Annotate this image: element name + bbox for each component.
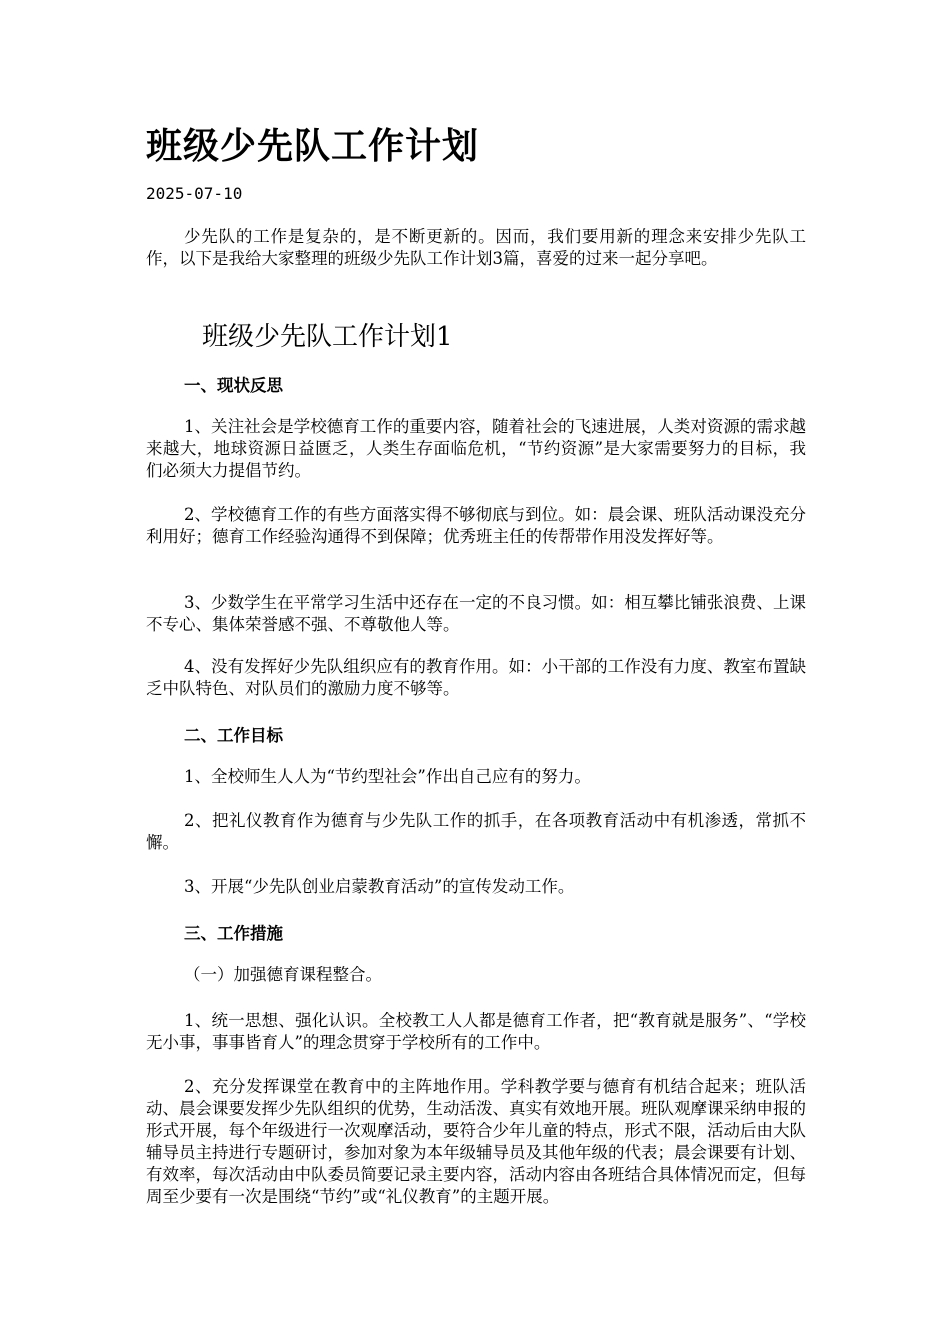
- paragraph: 2、把礼仪教育作为德育与少先队工作的抓手，在各项教育活动中有机渗透，常抓不懈。: [146, 811, 806, 852]
- paragraph: 1、全校师生人人为“节约型社会”作出自己应有的努力。: [184, 767, 591, 786]
- section-title: 班级少先队工作计划1: [202, 322, 453, 352]
- paragraph: 2、学校德育工作的有些方面落实得不够彻底与到位。如：晨会课、班队活动课没充分利用好；德育工作经验沟通得不到保障；优秀班主任的传帮带作用没发挥好等。: [146, 505, 806, 546]
- intro-paragraph: 少先队的工作是复杂的，是不断更新的。因而，我们要用新的理念来安排少先队工作，以下是我给大家整理的班级少先队工作计划3篇，喜爱的过来一起分享吧。: [146, 227, 806, 268]
- paragraph: （一）加强德育课程整合。: [184, 965, 382, 984]
- paragraph: 1、关注社会是学校德育工作的重要内容，随着社会的飞速进展，人类对资源的需求越来越大，地球资源日益匮乏，人类生存面临危机，“节约资源”是大家需要努力的目标，我们必须大力提倡节约。: [146, 417, 806, 480]
- heading-status-reflection: 一、现状反思: [184, 376, 283, 395]
- paragraph: 3、少数学生在平常学习生活中还存在一定的不良习惯。如：相互攀比铺张浪费、上课不专心、集体荣誉感不强、不尊敬他人等。: [146, 593, 806, 634]
- paragraph: 4、没有发挥好少先队组织应有的教育作用。如：小干部的工作没有力度、教室布置缺乏中队特色、对队员们的激励力度不够等。: [146, 657, 806, 698]
- heading-work-measures: 三、工作措施: [184, 924, 283, 943]
- document-title: 班级少先队工作计划: [146, 126, 480, 167]
- paragraph: 2、充分发挥课堂在教育中的主阵地作用。学科教学要与德育有机结合起来；班队活动、晨会课要发挥少先队组织的优势，生动活泼、真实有效地开展。班队观摩课采纳申报的形式开展，每个年级进行一次观摩活动，要符合少年儿童的特点，形式不限，活动后由大队辅导员主持进行专题研讨，参加对象为本年级辅导员及其他年级的代表；晨会课要有计划、有效率，每次活动由中队委员简要记录主要内容，活动内容由各班结合具体情况而定，但每周至少要有一次是围绕“节约”或“礼仪教育”的主题开展。: [146, 1077, 806, 1206]
- paragraph: 3、开展“少先队创业启蒙教育活动”的宣传发动工作。: [184, 877, 575, 896]
- heading-work-goals: 二、工作目标: [184, 726, 283, 745]
- document-date: 2025-07-10: [146, 184, 243, 203]
- paragraph: 1、统一思想、强化认识。全校教工人人都是德育工作者，把“教育就是服务”、“学校无小事，事事皆育人”的理念贯穿于学校所有的工作中。: [146, 1011, 806, 1052]
